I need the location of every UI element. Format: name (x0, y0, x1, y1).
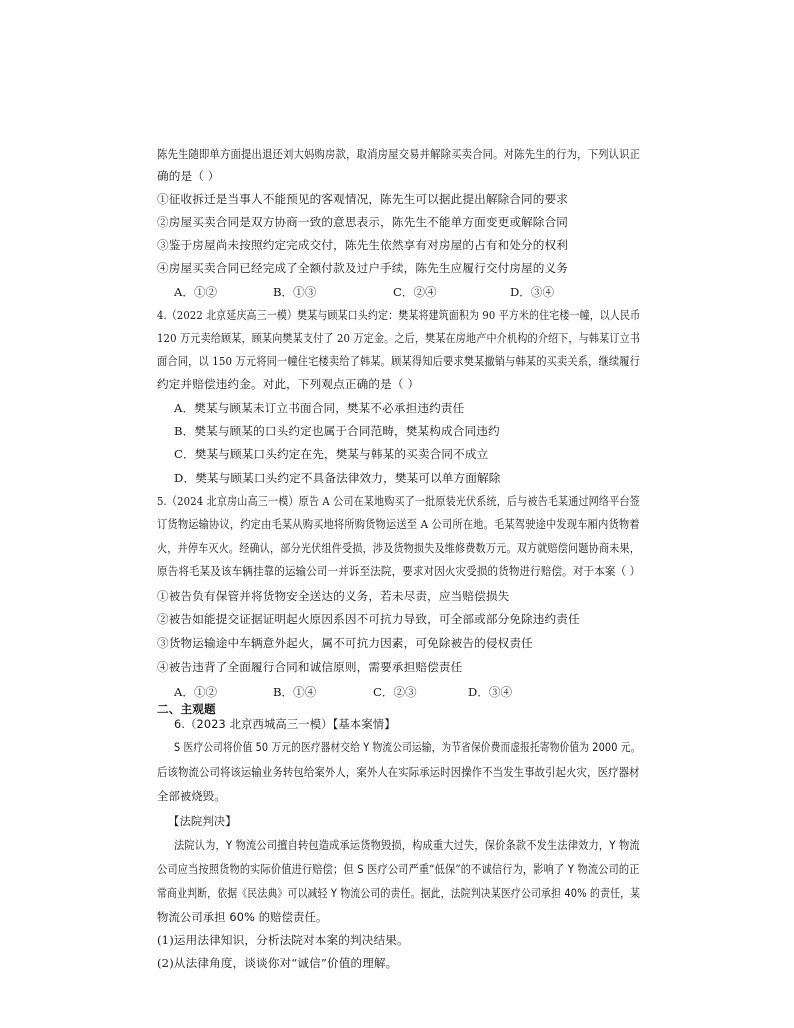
q4-stem-line-2: 120 万元卖给顾某，顾某向樊某支付了 20 万定金。之后，樊某在房地产中介机构的介绍下，与韩某订立书 (157, 331, 641, 345)
q5-stem-line-3: 火，并停车灭火。经确认，部分光伏组件受损，涉及货物损失及维修费数万元。双方就赔偿问题协商未果， (157, 541, 640, 555)
ruling-line-1: 法院认为，Y 物流公司擅自转包造成承运货物毁损，构成重大过失，保价条款不发生法律效力，Y 物流 (174, 839, 640, 852)
ruling-line-2: 公司应当按照货物的实际价值进行赔偿；但 S 医疗公司严重“低保”的不诚信行为，影响了 Y 物流公司的正 (157, 863, 640, 876)
q3-item-4: ④房屋买卖合同已经完成了全额付款及过户手续，陈先生应履行交付房屋的义务 (157, 261, 569, 275)
ruling-line-4: 物流公司承担 60% 的赔偿责任。 (157, 911, 328, 924)
sub-question-2: (2)从法律角度，谈谈你对“诚信”价值的理解。 (157, 956, 398, 970)
q5-item-2: ②被告如能提交证据证明起火原因系因不可抗力导致，可全部或部分免除违约责任 (157, 612, 580, 626)
case-line-3: 全部被烧毁。 (157, 790, 226, 803)
q5-item-1: ①被告负有保管并将货物安全送达的义务，若未尽责，应当赔偿损失 (157, 589, 510, 603)
q4-option-b: B．樊某与顾某的口头约定也属于合同范畴，樊某构成合同违约 (174, 424, 500, 438)
q4-stem-line-3: 面合同，以 150 万元将同一幢住宅楼卖给了韩某。顾某得知后要求樊某撤销与韩某的买卖关系，继续履行 (157, 354, 640, 368)
q5-stem-line-1: 5.（2024 北京房山高三一模）原告 A 公司在某地购买了一批原装光伏系统，后与被告毛某通过网络平台签 (157, 494, 640, 508)
q4-option-c: C．樊某与顾某口头约定在先，樊某与韩某的买卖合同不成立 (174, 447, 489, 461)
q4-stem-line-4: 约定并赔偿违约金。对此，下列观点正确的是（ ） (157, 377, 420, 391)
q5-option-d: D．③④ (468, 685, 513, 699)
q3-stem-line-2: 确的是（ ） (157, 169, 220, 183)
case-line-2: 后该物流公司将该运输业务转包给案外人，案外人在实际承运时因操作不当发生事故引起火灾，医疗器材 (157, 766, 640, 779)
q5-item-3: ③货物运输途中车辆意外起火，属不可抗力因素，可免除被告的侵权责任 (157, 636, 533, 650)
q3-item-2: ②房屋买卖合同是双方协商一致的意思表示，陈先生不能单方面变更或解除合同 (157, 215, 569, 229)
q4-option-a: A．樊某与顾某未订立书面合同，樊某不必承担违约责任 (174, 401, 465, 415)
case-line-1: S 医疗公司将价值 50 万元的医疗器材交给 Y 物流公司运输，为节省保价费而虚报托寄物价值为 2000 元。 (174, 741, 641, 754)
ruling-heading: 【法院判决】 (168, 815, 237, 828)
q5-stem-line-2: 订货物运输协议，约定由毛某从购买地将所购货物运送至 A 公司所在地。毛某驾驶途中发现车厢内货物着 (157, 517, 640, 531)
q5-item-4: ④被告违背了全面履行合同和诚信原则，需要承担赔偿责任 (157, 660, 463, 674)
q6-source: 6.（2023 北京西城高三一模）【基本案情】 (174, 718, 396, 731)
q3-stem-line-1: 陈先生随即单方面提出退还刘大妈购房款，取消房屋交易并解除买卖合同。对陈先生的行为，下列认识正 (157, 147, 641, 161)
q5-option-c: C．②③ (373, 685, 417, 699)
q3-option-a: A．①② (174, 285, 218, 299)
section-2-heading: 二、主观题 (157, 702, 216, 716)
q3-option-c: C．②④ (393, 285, 437, 299)
q4-option-d: D．樊某与顾某口头约定不具备法律效力，樊某可以单方面解除 (174, 471, 501, 485)
q5-option-a: A．①② (174, 685, 218, 699)
ruling-line-3: 常商业判断，依据《民法典》可以减轻 Y 物流公司的责任。据此，法院判决某医疗公司承担 40% 的责任，某 (157, 887, 641, 900)
q4-stem-line-1: 4.（2022 北京延庆高三一模）樊某与顾某口头约定：樊某将建筑面积为 90 平方米的住宅楼一幢，以人民币 (157, 308, 641, 322)
q3-option-d: D．③④ (510, 285, 555, 299)
q5-option-b: B．①④ (273, 685, 317, 699)
q3-option-b: B．①③ (273, 285, 317, 299)
q5-stem-line-4: 原告将毛某及该车辆挂靠的运输公司一并诉至法院，要求对因火灾受损的货物进行赔偿。对于本案（ ） (157, 564, 641, 578)
sub-question-1: (1)运用法律知识，分析法院对本案的判决结果。 (157, 933, 409, 947)
q3-item-3: ③鉴于房屋尚未按照约定完成交付，陈先生依然享有对房屋的占有和处分的权利 (157, 238, 569, 252)
q3-item-1: ①征收拆迁是当事人不能预见的客观情况，陈先生可以据此提出解除合同的要求 (157, 192, 569, 206)
